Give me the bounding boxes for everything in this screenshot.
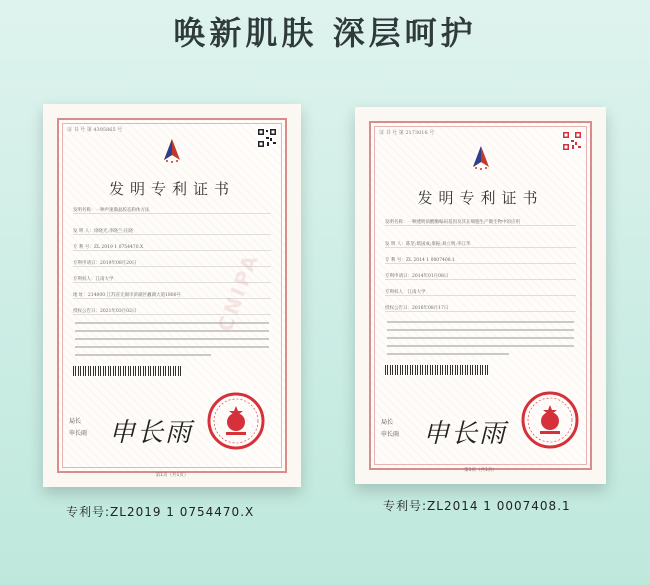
certificate-title: 发明专利证书: [108, 180, 235, 198]
certificate-number: 证 书 号 第 2173016 号: [379, 130, 435, 136]
patent-number: 专 利 号：ZL 2014 1 0007408.1: [385, 257, 576, 264]
director-name-label: 申长雨: [69, 430, 88, 437]
patent-certificate-left: [43, 104, 301, 487]
patent-certificate-right: [355, 107, 606, 484]
grant-date: 授权公告日：2021年03月02日: [73, 308, 271, 315]
certificate-frame: [57, 118, 287, 478]
patentee: 专利权人：江南大学: [73, 276, 271, 283]
certificate-frame: [369, 121, 592, 473]
grant-date: 授权公告日：2016年08月17日: [385, 305, 576, 312]
director-signature: 申长雨: [109, 418, 194, 448]
official-seal-icon: [521, 391, 579, 449]
page-footer: 第1页（共1页）: [155, 473, 189, 478]
patentee: 专利权人：江南大学: [385, 289, 576, 296]
director-signature: 申长雨: [423, 419, 508, 449]
certificate-body-text: [75, 322, 269, 362]
patent-number-caption-right: 专利号:ZL2014 1 0007408.1: [383, 499, 571, 513]
patent-office-emblem-icon: [160, 138, 184, 164]
barcode: [385, 365, 490, 375]
barcode: [73, 366, 183, 376]
address: 地 址：214000 江苏省无锡市滨湖区蠡湖大道1800号: [73, 292, 271, 299]
director-label: 局长: [69, 418, 82, 425]
official-seal-icon: [207, 392, 265, 450]
invention-name: 发明名称：一种声速微晶胶态粉体方法: [73, 207, 271, 214]
patent-office-emblem-icon: [469, 145, 493, 171]
invention-name: 发明名称：一种透明质酸酶编码基因及其在细胞生产微生物中的应用: [385, 219, 576, 226]
filing-date: 专利申请日：2019年08月20日: [73, 260, 271, 267]
certificate-title: 发明专利证书: [417, 189, 544, 207]
headline: 唤新肌肤 深层呵护: [173, 14, 477, 52]
inventors: 发 明 人：陈坚;堵国成;康振;刘立明;李江华: [385, 241, 576, 248]
certificate-body-text: [387, 321, 574, 361]
qr-code-icon: [257, 128, 277, 148]
page-footer: 第1页（共1页）: [464, 468, 497, 473]
filing-date: 专利申请日：2014年01月08日: [385, 273, 576, 280]
qr-code-icon: [562, 131, 582, 151]
director-name-label: 申长雨: [381, 431, 400, 438]
certificate-number: 证 书 号 第 4395865 号: [67, 127, 123, 133]
director-label: 局长: [381, 419, 394, 426]
patent-number-caption-left: 专利号:ZL2019 1 0754470.X: [66, 505, 255, 519]
patent-number: 专 利 号：ZL 2019 1 0754470.X: [73, 244, 271, 251]
inventors: 发 明 人：徐晓光;李晓兰;汪晓: [73, 228, 271, 235]
cnipa-watermark: CNIPA: [212, 249, 264, 335]
